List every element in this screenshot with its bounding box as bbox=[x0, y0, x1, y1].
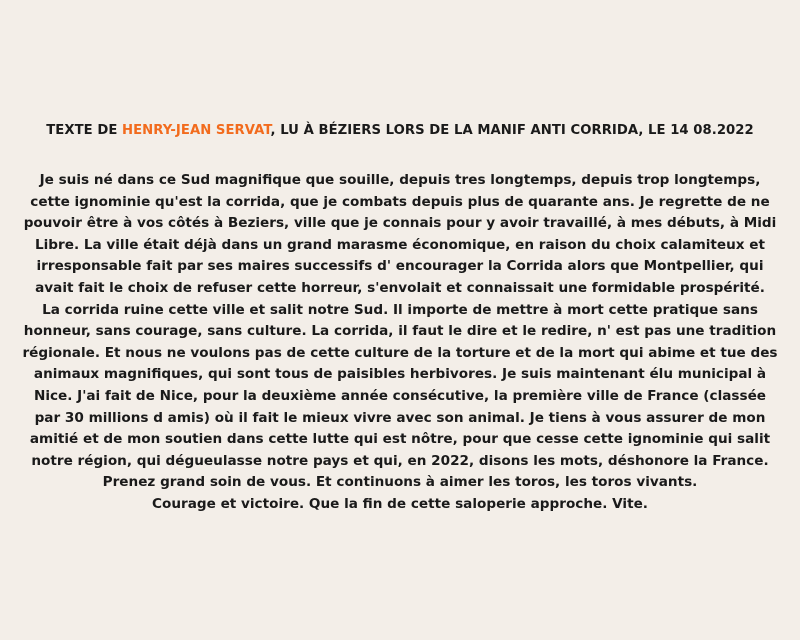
text-line: amitié et de mon soutien dans cette lutte qui est nôtre, pour que cesse cette ignominie qui salit bbox=[29, 431, 771, 448]
text-line: par 30 millions d amis) où il fait le mieux vivre avec son animal. Je tiens à vous assurer de mon bbox=[34, 409, 766, 426]
speech-body bbox=[0, 170, 800, 516]
text-line: honneur, sans courage, sans culture. La corrida, il faut le dire et le redire, n' est pas une tradition bbox=[23, 323, 777, 340]
text-line: irresponsable fait par ses maires successifs d' encourager la Corrida alors que Montpellier, qui bbox=[36, 258, 764, 275]
text-line: Libre. La ville était déjà dans un grand marasme économique, en raison du choix calamiteux et bbox=[34, 236, 766, 253]
text-line: Nice. J'ai fait de Nice, pour la deuxième année consécutive, la première ville de France (classée bbox=[33, 387, 767, 404]
text-line: notre région, qui dégueulasse notre pays et qui, en 2022, disons les mots, déshonore la France. bbox=[31, 452, 769, 469]
author-name: HENRY-JEAN SERVAT bbox=[122, 123, 271, 138]
text-line: cette ignominie qu'est la corrida, que je combats depuis plus de quarante ans. Je regrette de ne bbox=[30, 193, 770, 210]
page-title bbox=[0, 121, 800, 141]
text-line: Prenez grand soin de vous. Et continuons à aimer les toros, les toros vivants. bbox=[102, 474, 698, 491]
text-line: La corrida ruine cette ville et salit notre Sud. Il importe de mettre à mort cette pratique sans bbox=[42, 301, 758, 318]
text-line: régionale. Et nous ne voulons pas de cette culture de la torture et de la mort qui abime et tue des bbox=[22, 344, 778, 361]
text-line: pouvoir être à vos côtés à Beziers, ville que je connais pour y avoir travaillé, à mes débuts, à Midi bbox=[23, 215, 777, 232]
text-line: avait fait le choix de refuser cette horreur, s'envolait et connaissait une formidable prospérité. bbox=[35, 279, 765, 296]
text-line: Courage et victoire. Que la fin de cette saloperie approche. Vite. bbox=[152, 495, 648, 512]
text-line: Je suis né dans ce Sud magnifique que souille, depuis tres longtemps, depuis trop longtemps, bbox=[39, 172, 761, 188]
title-prefix: TEXTE DE bbox=[46, 123, 123, 138]
title-suffix: , LU À BÉZIERS LORS DE LA MANIF ANTI CORRIDA, LE 14 08.2022 bbox=[270, 123, 754, 138]
text-line: animaux magnifiques, qui sont tous de paisibles herbivores. Je suis maintenant élu municipal à bbox=[33, 366, 767, 383]
